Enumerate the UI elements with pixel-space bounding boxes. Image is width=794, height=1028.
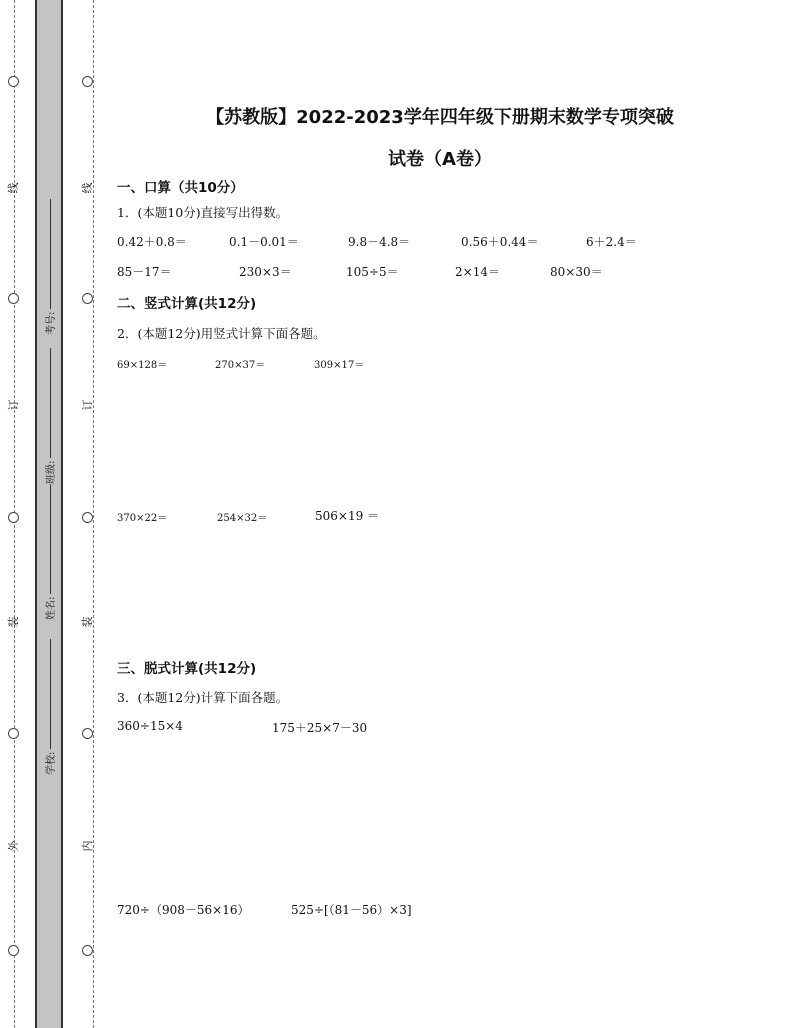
problem-item: 6＋2.4＝ — [586, 235, 637, 249]
outer-hole — [8, 728, 19, 739]
problem-item: 370×22＝ — [117, 513, 168, 524]
problem-item: 270×37＝ — [215, 360, 266, 371]
problem-item: 0.42＋0.8＝ — [117, 235, 187, 249]
outer-hole — [8, 512, 19, 523]
section-heading: 二、竖式计算(共12分) — [117, 296, 257, 312]
problem-item: 175＋25×7－30 — [272, 721, 368, 735]
problem-item: 0.1－0.01＝ — [229, 235, 299, 249]
inner-hole — [82, 945, 93, 956]
outer-margin-char: 线 — [7, 182, 20, 194]
problem-item: 0.56＋0.44＝ — [461, 235, 539, 249]
problem-item: 360÷15×4 — [117, 719, 183, 733]
inner-margin-char: 线 — [81, 182, 94, 194]
exam-number-field — [42, 199, 57, 335]
question-text: 3．(本题12分)计算下面各题。 — [117, 690, 289, 705]
question-text: 1．(本题10分)直接写出得数。 — [117, 205, 289, 220]
outer-hole — [8, 293, 19, 304]
problem-item: 105÷5＝ — [346, 265, 399, 279]
problem-item: 85－17＝ — [117, 265, 172, 279]
section-heading: 一、口算（共10分） — [117, 180, 244, 196]
field-label: 考号: — [46, 311, 57, 335]
problem-item: 69×128＝ — [117, 360, 168, 371]
problem-item: 525÷[（81－56）×3] — [291, 903, 412, 917]
outer-margin-char: 订 — [7, 399, 20, 411]
outer-margin-char: 外 — [7, 840, 20, 852]
paper-title-line2: 试卷（A卷） — [388, 149, 492, 170]
section-heading: 三、脱式计算(共12分) — [117, 661, 257, 677]
class-field — [42, 348, 57, 484]
field-label: 姓名: — [46, 596, 57, 620]
inner-margin-char: 订 — [81, 399, 94, 411]
inner-hole — [82, 76, 93, 87]
problem-item: 720÷（908－56×16） — [117, 903, 250, 917]
problem-item: 254×32＝ — [217, 513, 268, 524]
name-field — [42, 484, 57, 620]
field-label: 班级: — [46, 460, 57, 484]
problem-item: 80×30＝ — [550, 265, 603, 279]
inner-cut-line — [93, 0, 94, 1028]
problem-item: 9.8－4.8＝ — [348, 235, 411, 249]
problem-item: 2×14＝ — [455, 265, 500, 279]
inner-margin-char: 内 — [81, 840, 94, 852]
problem-item: 309×17＝ — [314, 360, 365, 371]
outer-hole — [8, 945, 19, 956]
question-text: 2．(本题12分)用竖式计算下面各题。 — [117, 326, 326, 341]
inner-hole — [82, 293, 93, 304]
fill-line[interactable] — [49, 348, 51, 458]
outer-margin-char: 装 — [7, 616, 20, 628]
field-label: 学校: — [46, 751, 57, 775]
outer-hole — [8, 76, 19, 87]
fill-line[interactable] — [49, 199, 51, 309]
problem-item: 230×3＝ — [239, 265, 292, 279]
paper-title-line1: 【苏教版】2022-2023学年四年级下册期末数学专项突破 — [206, 107, 674, 128]
fill-line[interactable] — [49, 484, 51, 594]
inner-hole — [82, 728, 93, 739]
school-field — [42, 639, 57, 775]
fill-line[interactable] — [49, 639, 51, 749]
inner-margin-char: 装 — [81, 616, 94, 628]
problem-item: 506×19 ＝ — [315, 509, 380, 523]
inner-hole — [82, 512, 93, 523]
